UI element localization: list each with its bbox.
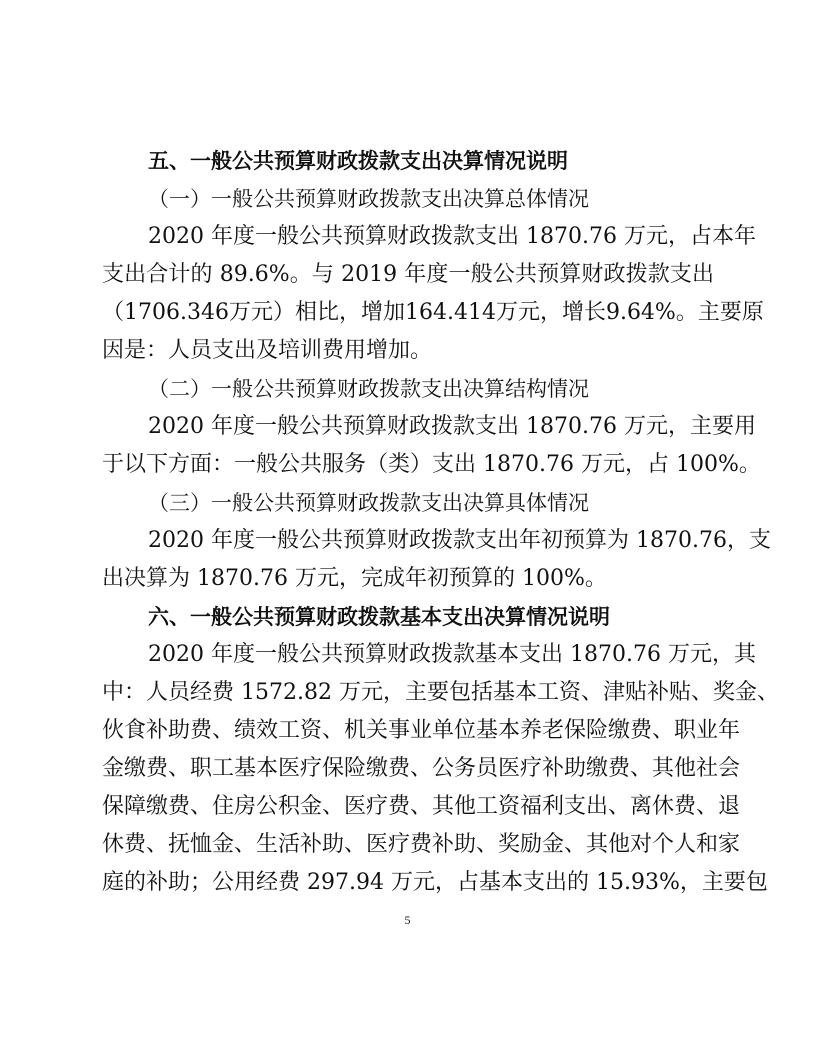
paragraph-line: 金缴费、职工基本医疗保险缴费、公务员医疗补助缴费、其他社会 <box>102 756 741 781</box>
paragraph-line: 2020 年度一般公共预算财政拨款基本支出 1870.76 万元，其 <box>148 642 756 667</box>
section5-sub3-title: （三）一般公共预算财政拨款支出决算具体情况 <box>148 491 589 515</box>
paragraph-line: 出决算为 1870.76 万元，完成年初预算的 100%。 <box>102 566 607 591</box>
paragraph-line: （1706.346万元）相比，增加164.414万元，增长9.64%。主要原 <box>102 300 764 325</box>
paragraph-line: 2020 年度一般公共预算财政拨款支出 1870.76 万元，主要用 <box>148 414 756 439</box>
paragraph-line: 保障缴费、住房公积金、医疗费、其他工资福利支出、离休费、退 <box>102 794 741 819</box>
paragraph-line: 中：人员经费 1572.82 万元，主要包括基本工资、津贴补贴、奖金、 <box>102 680 779 705</box>
page-number: 5 <box>404 913 411 927</box>
section5-heading: 五、一般公共预算财政拨款支出决算情况说明 <box>148 149 568 173</box>
paragraph-line: 2020 年度一般公共预算财政拨款支出年初预算为 1870.76，支 <box>148 528 771 553</box>
section5-sub2-title: （二）一般公共预算财政拨款支出决算结构情况 <box>148 377 589 401</box>
paragraph-line: 因是：人员支出及培训费用增加。 <box>102 338 433 363</box>
section6-heading: 六、一般公共预算财政拨款基本支出决算情况说明 <box>148 605 610 629</box>
paragraph-line: 休费、抚恤金、生活补助、医疗费补助、奖励金、其他对个人和家 <box>102 832 741 857</box>
paragraph-line: 于以下方面：一般公共服务（类）支出 1870.76 万元，占 100%。 <box>102 452 761 477</box>
paragraph-line: 庭的补助；公用经费 297.94 万元，占基本支出的 15.93%，主要包 <box>102 870 768 895</box>
paragraph-line: 伙食补助费、绩效工资、机关事业单位基本养老保险缴费、职业年 <box>102 718 741 743</box>
paragraph-line: 2020 年度一般公共预算财政拨款支出 1870.76 万元，占本年 <box>148 224 756 249</box>
section5-sub1-title: （一）一般公共预算财政拨款支出决算总体情况 <box>148 187 589 211</box>
paragraph-line: 支出合计的 89.6%。与 2019 年度一般公共预算财政拨款支出 <box>102 262 714 287</box>
